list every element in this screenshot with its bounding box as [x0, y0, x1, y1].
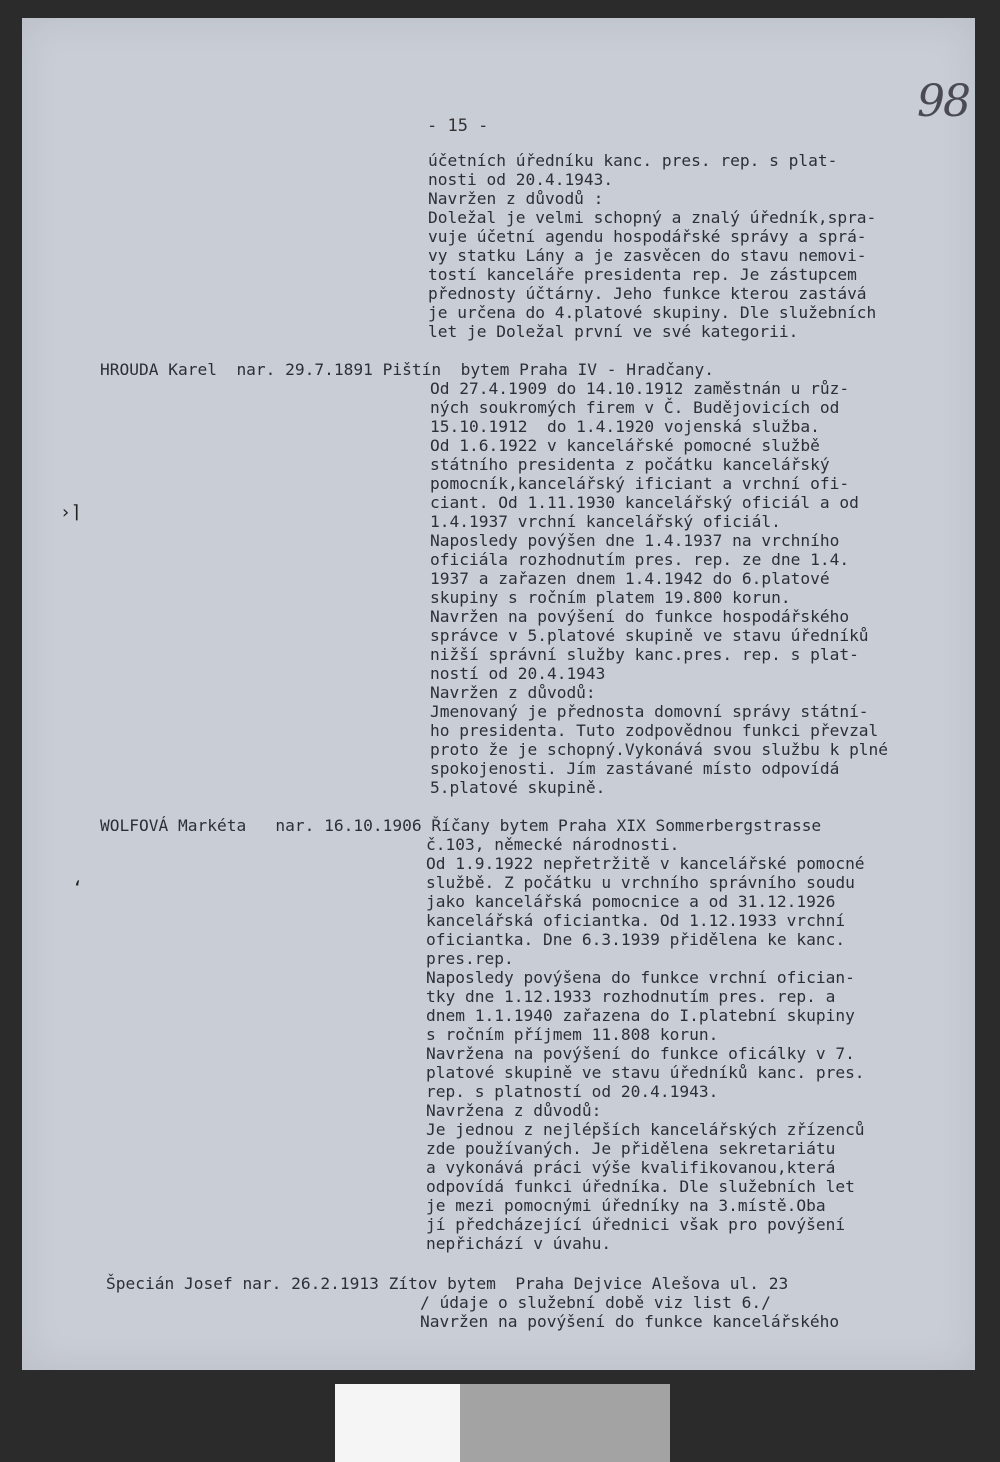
text-line: vuje účetní agendu hospodářské správy a sprá-	[428, 227, 867, 246]
text-line: spokojenosti. Jím zastávané místo odpovídá	[430, 759, 840, 778]
text-line: nižší správní služby kanc.pres. rep. s plat-	[430, 645, 859, 664]
text-line: nepřichází v úvahu.	[426, 1234, 612, 1253]
document-page	[22, 18, 975, 1370]
text-line: Navržen na povýšení do funkce hospodářského	[430, 607, 850, 626]
page-number: - 15 -	[427, 116, 489, 136]
text-line: Od 1.9.1922 nepřetržitě v kancelářské pomocné	[426, 854, 865, 873]
text-line: rep. s platností od 20.4.1943.	[426, 1082, 719, 1101]
text-line: proto že je schopný.Vykonává svou službu k plné	[430, 740, 889, 759]
text-line: Naposledy povýšen dne 1.4.1937 na vrchního	[430, 531, 840, 550]
text-line: Od 1.6.1922 v kancelářské pomocné službě	[430, 436, 820, 455]
text-line: ných soukromých firem v Č. Budějovicích od	[430, 398, 840, 417]
text-line: pres.rep.	[426, 949, 514, 968]
text-line: jí předcházející úřednici však pro povýšení	[426, 1215, 846, 1234]
text-line: odpovídá funkci úředníka. Dle služebních let	[426, 1177, 855, 1196]
text-line: Navržena na povýšení do funkce oficálky v 7.	[426, 1044, 855, 1063]
text-line: jako kancelářská pomocnice a od 31.12.1926	[426, 892, 836, 911]
text-line: s ročním příjmem 11.808 korun.	[426, 1025, 719, 1044]
calibration-strip-grey	[460, 1384, 670, 1462]
text-line: platové skupině ve stavu úředníků kanc. pres.	[426, 1063, 865, 1082]
text-line: nosti od 20.4.1943.	[428, 170, 614, 189]
text-line: skupiny s ročním platem 19.800 korun.	[430, 588, 791, 607]
text-line: tky dne 1.12.1933 rozhodnutím pres. rep. a	[426, 987, 836, 1006]
margin-mark: ʻ	[72, 878, 83, 899]
text-line: Je jednou z nejlépších kancelářských zřízenců	[426, 1120, 865, 1139]
text-line: Doležal je velmi schopný a znalý úředník,spra-	[428, 208, 877, 227]
text-line: vy statku Lány a je zasvěcen do stavu nemovi-	[428, 246, 867, 265]
text-line: je určena do 4.platové skupiny. Dle služebních	[428, 303, 877, 322]
text-line: WOLFOVÁ Markéta nar. 16.10.1906 Říčany bytem Praha XIX Sommerbergstrasse	[100, 816, 822, 835]
text-line: a vykonává práci výše kvalifikovanou,která	[426, 1158, 836, 1177]
text-line: Od 27.4.1909 do 14.10.1912 zaměstnán u růz-	[430, 379, 850, 398]
margin-mark: ›⌉	[60, 502, 82, 523]
text-line: dnem 1.1.1940 zařazena do I.platební skupiny	[426, 1006, 855, 1025]
text-line: oficiantka. Dne 6.3.1939 přidělena ke kanc.	[426, 930, 846, 949]
text-line: let je Doležal první ve své kategorii.	[428, 322, 799, 341]
text-line: oficiála rozhodnutím pres. rep. ze dne 1.4.	[430, 550, 850, 569]
text-line: / údaje o služební době viz list 6./	[420, 1293, 771, 1312]
text-line: pomocník,kancelářský ificiant a vrchní ofi-	[430, 474, 850, 493]
text-line: ciant. Od 1.11.1930 kancelářský oficiál a od	[430, 493, 859, 512]
text-line: kancelářská oficiantka. Od 1.12.1933 vrchní	[426, 911, 846, 930]
text-line: č.103, německé národnosti.	[426, 835, 680, 854]
text-line: Navržen z důvodů:	[430, 683, 596, 702]
text-line: přednosty účtárny. Jeho funkce kterou zastává	[428, 284, 867, 303]
text-line: Jmenovaný je přednosta domovní správy státní-	[430, 702, 869, 721]
text-line: Naposledy povýšena do funkce vrchní ofician-	[426, 968, 855, 987]
text-line: Navržen na povýšení do funkce kancelářského	[420, 1312, 840, 1331]
text-line: Špecián Josef nar. 26.2.1913 Zítov bytem Praha Dejvice Alešova ul. 23	[106, 1274, 789, 1293]
text-line: 5.platové skupině.	[430, 778, 606, 797]
text-line: účetních úředníku kanc. pres. rep. s plat-	[428, 151, 838, 170]
text-line: zde používaných. Je přidělena sekretariátu	[426, 1139, 836, 1158]
text-line: je mezi pomocnými úředníky na 3.místě.Oba	[426, 1196, 826, 1215]
text-line: 15.10.1912 do 1.4.1920 vojenská služba.	[430, 417, 820, 436]
text-line: státního presidenta z počátku kancelářský	[430, 455, 830, 474]
handwritten-folio-number: 98	[917, 76, 969, 127]
calibration-strip-white	[335, 1384, 460, 1462]
text-line: Navržena z důvodů:	[426, 1101, 602, 1120]
text-line: Navržen z důvodů :	[428, 189, 604, 208]
text-line: správce v 5.platové skupině ve stavu úředníků	[430, 626, 869, 645]
text-line: 1.4.1937 vrchní kancelářský oficiál.	[430, 512, 781, 531]
text-line: tostí kanceláře presidenta rep. Je zástupcem	[428, 265, 857, 284]
text-line: ností od 20.4.1943	[430, 664, 606, 683]
text-line: 1937 a zařazen dnem 1.4.1942 do 6.platové	[430, 569, 830, 588]
text-line: ho presidenta. Tuto zodpovědnou funkci převzal	[430, 721, 879, 740]
text-line: službě. Z počátku u vrchního správního soudu	[426, 873, 855, 892]
text-line: HROUDA Karel nar. 29.7.1891 Pištín bytem Praha IV - Hradčany.	[100, 360, 714, 379]
